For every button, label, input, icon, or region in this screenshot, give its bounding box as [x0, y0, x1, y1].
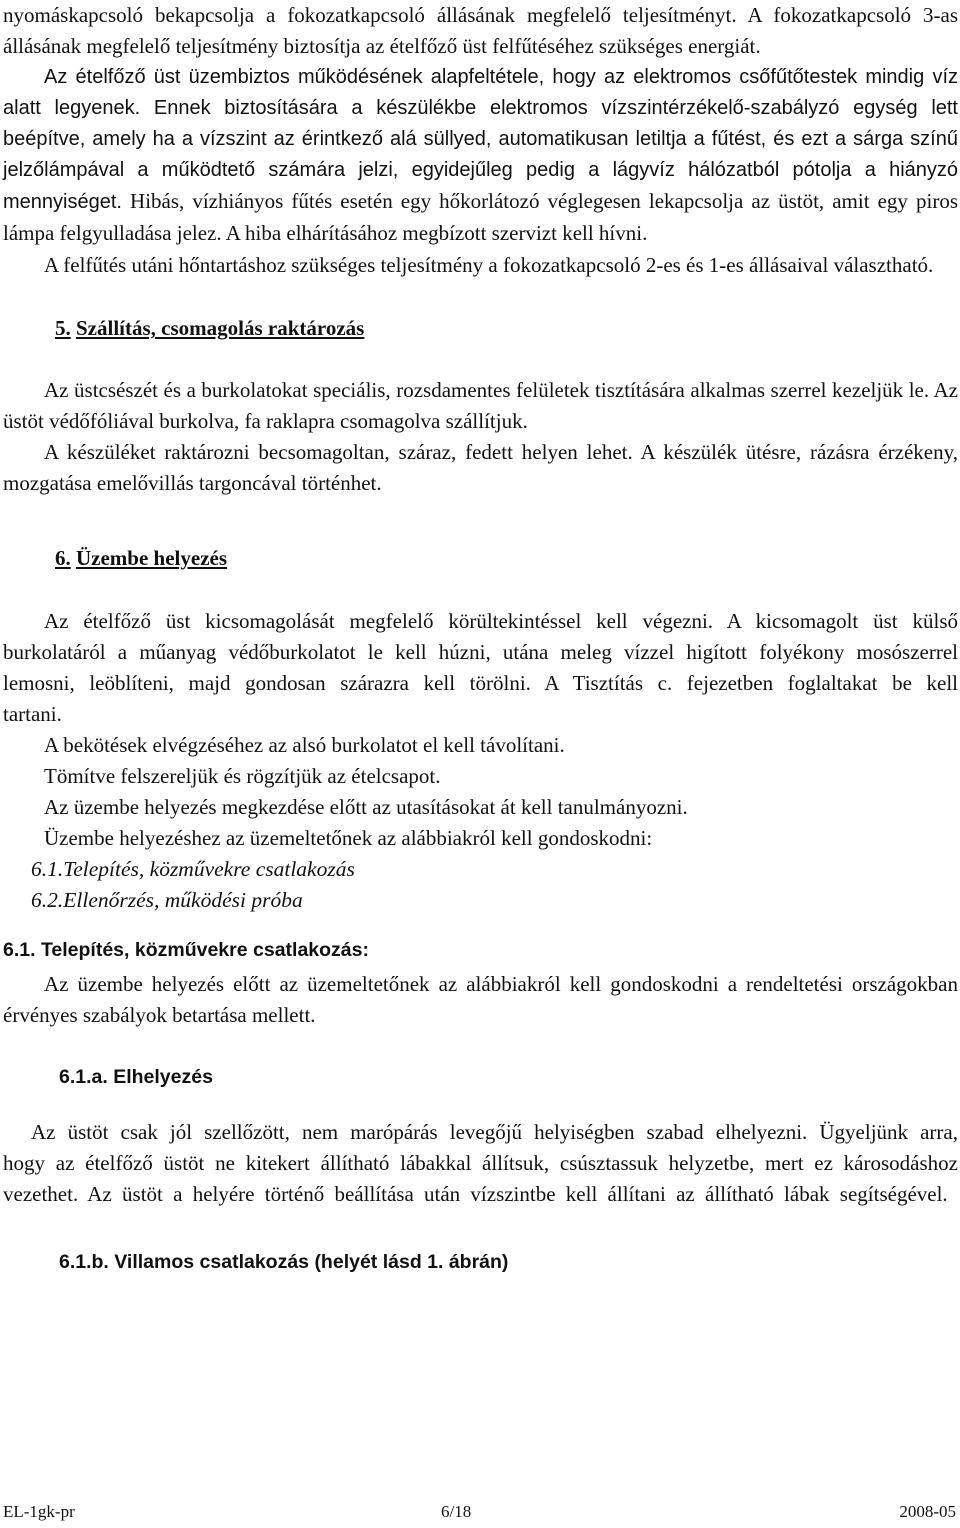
section-5-title: Szállítás, csomagolás raktározás: [76, 316, 365, 340]
section-5-heading: [3, 313, 958, 344]
footer-doc-code: EL-1gk-pr: [3, 1502, 75, 1521]
safety-condition-lead: Az ételfőző üst üzembiztos működésének alapfeltétele, hogy az elektromos csőfűtőtestek mindig víz alatt legyenek.: [3, 66, 958, 119]
list-item-check: 6.2.Ellenőrzés, működési próba: [31, 888, 303, 912]
paragraph-unpacking: Az ételfőző üst kicsomagolását megfelelő körültekintéssel kell végezni. A kicsomagolt üst külső burkolatáról a műanyag védőburkolatot le kell húzni, utána meleg vízzel higított folyékony mosószerrel lemosni, leöblíteni, majd gondosan szárazra kell törölni. A Tisztítás c. fejezetben foglaltakat be kell tartani.: [3, 609, 958, 726]
line-tap-mount: Tömítve felszereljük és rögzítjük az ételcsapot.: [44, 764, 441, 788]
paragraph-storage: A készüléket raktározni becsomagoltan, száraz, fedett helyen lehet. A készülék ütésre, rázásra érzékeny, mozgatása emelővillás targoncával történhet.: [3, 440, 958, 495]
section-6-heading: [3, 543, 958, 574]
safety-condition-fault: Hibás, vízhiányos fűtés esetén egy hőkorlátozó véglegesen lekapcsolja az üstöt, amit egy piros lámpa felgyulladása jelez. A hiba elhárításához megbízott szervizt kell hívni.: [3, 189, 958, 245]
line-connections: A bekötések elvégzéséhez az alsó burkolatot el kell távolítani.: [44, 733, 565, 757]
paragraph-hold-power: A felfűtés utáni hőntartáshoz szükséges teljesítmény a fokozatkapcsoló 2-es és 1-es állásaival választható.: [44, 253, 934, 277]
line-operator-duties: Üzembe helyezéshez az üzemeltetőnek az alábbiakról kell gondoskodni:: [44, 826, 653, 850]
subsection-6-1-b-heading: 6.1.b. Villamos csatlakozás (helyét lásd 1. ábrán): [59, 1251, 509, 1273]
paragraph-safety-condition: [3, 62, 958, 250]
section-6-number: 6.: [55, 546, 71, 570]
footer-page-number: 6/18: [441, 1502, 472, 1521]
safety-condition-detail: Ennek biztosítására a készülékbe elektromos vízszintérzékelő-szabályzó egység lett beépítve, amely ha a vízszint az érintkező alá süllyed, automatikusan letiltja a fűtést, és ezt a sárga színű jelzőlámpával a működtető számára jelzi, egyidejűleg pedig a lágyvíz hálózatból pótolja a hiányzó mennyiséget.: [3, 97, 958, 213]
list-item-installation: 6.1.Telepítés, közművekre csatlakozás: [31, 857, 355, 881]
section-6-title: Üzembe helyezés: [76, 546, 228, 570]
line-read-instructions: Az üzembe helyezés megkezdése előtt az utasításokat át kell tanulmányozni.: [44, 795, 688, 819]
document-page: [3, 0, 958, 1276]
paragraph-placement: Az üstöt csak jól szellőzött, nem marópárás levegőjű helyiségben szabad elhelyezni. Ügyeljünk arra, hogy az ételfőző üstöt ne kitekert állítható lábakkal állítsuk, csúsztassuk helyzetbe, mert ez károsodáshoz vezethet. Az üstöt a helyére történő beállítása után vízszintbe kell állítani az állítható lábak segítségével.: [3, 1120, 958, 1206]
paragraph-installation: Az üzembe helyezés előtt az üzemeltetőnek az alábbiakról kell gondoskodni a rendeltetési országokban érvényes szabályok betartása mellett.: [3, 972, 958, 1027]
section-5-number: 5.: [55, 316, 71, 340]
paragraph-packaging: Az üstcsészét és a burkolatokat speciális, rozsdamentes felületek tisztítására alkalmas szerrel kezeljük le. Az üstöt védőfóliával burkolva, fa raklapra csomagolva szállítjuk.: [3, 378, 958, 433]
subsection-6-1-heading: 6.1. Telepítés, közművekre csatlakozás:: [3, 939, 369, 961]
footer-date: 2008-05: [899, 1502, 956, 1521]
subsection-6-1-a-heading: 6.1.a. Elhelyezés: [59, 1066, 213, 1088]
paragraph-heating-power: nyomáskapcsoló bekapcsolja a fokozatkapcsoló állásának megfelelő teljesítményt. A fokozatkapcsoló 3-as állásának megfelelő teljesítmény biztosítja az ételfőző üst felfűtéséhez szükséges energiát.: [3, 3, 958, 58]
